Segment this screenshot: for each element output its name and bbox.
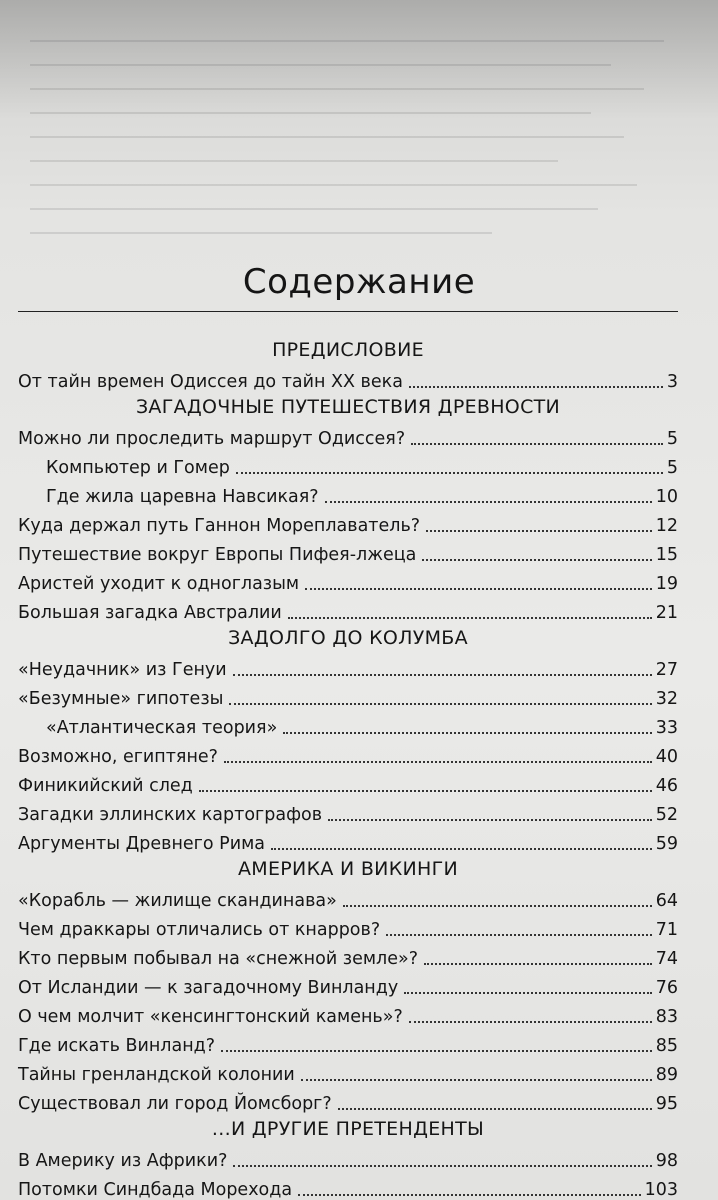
- toc-entry-title: «Корабль — жилище скандинава»: [18, 891, 337, 911]
- toc-entry-page-number: 74: [655, 949, 678, 969]
- title-rule: [18, 311, 678, 312]
- toc-entry-title: Потомки Синдбада Морехода: [18, 1180, 293, 1200]
- toc-entry-title: Тайны гренландской колонии: [18, 1065, 295, 1085]
- toc-entry[interactable]: [18, 797, 678, 826]
- dot-leader: [229, 703, 651, 705]
- toc-entry-page-number: 3: [666, 372, 678, 392]
- dot-leader: [325, 501, 652, 503]
- toc-entry[interactable]: [18, 681, 678, 710]
- toc-entry[interactable]: [18, 652, 678, 681]
- toc-entry[interactable]: [18, 537, 678, 566]
- toc-entry[interactable]: [18, 595, 678, 624]
- toc-entry[interactable]: [18, 1086, 678, 1115]
- dot-leader: [283, 732, 651, 734]
- dot-leader: [224, 761, 652, 763]
- toc-entry-page-number: 5: [666, 458, 678, 478]
- dot-leader: [271, 848, 652, 850]
- toc-entry-title: От тайн времен Одиссея до тайн XX века: [18, 372, 403, 392]
- dot-leader: [409, 386, 663, 388]
- toc-entry-title: Аргументы Древнего Рима: [18, 834, 265, 854]
- toc-entry-title: Возможно, египтяне?: [18, 747, 218, 767]
- toc-entry-page-number: 12: [655, 516, 678, 536]
- toc-entry[interactable]: [18, 364, 678, 393]
- toc-entry-title: Кто первым побывал на «снежной земле»?: [18, 949, 418, 969]
- toc-title: Содержание: [242, 262, 476, 302]
- dot-leader: [422, 559, 651, 561]
- section-heading: ПРЕДИСЛОВИЕ: [272, 339, 424, 361]
- section-heading: ...И ДРУГИЕ ПРЕТЕНДЕНТЫ: [211, 1118, 485, 1140]
- toc-entry-page-number: 98: [655, 1151, 678, 1171]
- toc-entry-title: Финикийский след: [18, 776, 193, 796]
- dot-leader: [411, 443, 663, 445]
- toc-entry-title: Где искать Винланд?: [18, 1036, 216, 1056]
- toc-entry-title: «Атлантическая теория»: [46, 718, 278, 738]
- toc-entry-page-number: 10: [655, 487, 678, 507]
- toc-entry-page-number: 27: [655, 660, 678, 680]
- toc-entry[interactable]: [18, 826, 678, 855]
- page-shadow: [0, 0, 718, 120]
- toc-entry[interactable]: [18, 970, 678, 999]
- dot-leader: [305, 588, 652, 590]
- toc-entry[interactable]: [18, 768, 678, 797]
- toc-entry[interactable]: [18, 1143, 678, 1172]
- dot-leader: [338, 1108, 652, 1110]
- dot-leader: [301, 1079, 652, 1081]
- section-heading: ЗАДОЛГО ДО КОЛУМБА: [228, 627, 468, 649]
- toc-entry-page-number: 5: [666, 429, 678, 449]
- dot-leader: [424, 963, 652, 965]
- toc-entry-title: «Безумные» гипотезы: [18, 689, 224, 709]
- toc-entry[interactable]: [18, 999, 678, 1028]
- toc-entry-title: Куда держал путь Ганнон Мореплаватель?: [18, 516, 421, 536]
- toc-entry-title: Загадки эллинских картографов: [18, 805, 323, 825]
- toc-entry-page-number: 52: [655, 805, 678, 825]
- dot-leader: [236, 472, 663, 474]
- dot-leader: [343, 905, 652, 907]
- toc-entry[interactable]: [18, 421, 678, 450]
- dot-leader: [386, 934, 652, 936]
- toc-entry[interactable]: [18, 450, 678, 479]
- dot-leader: [404, 992, 652, 994]
- toc-entry[interactable]: [18, 710, 678, 739]
- dot-leader: [233, 674, 652, 676]
- toc-entry-page-number: 85: [655, 1036, 678, 1056]
- toc-entry[interactable]: [18, 479, 678, 508]
- toc-entry-page-number: 71: [655, 920, 678, 940]
- toc-entry-title: Существовал ли город Йомсборг?: [18, 1094, 332, 1114]
- toc-entry-title: О чем молчит «кенсингтонский камень»?: [18, 1007, 403, 1027]
- toc-entry-title: Где жила царевна Навсикая?: [46, 487, 319, 507]
- toc-entry-title: Аристей уходит к одноглазым: [18, 574, 300, 594]
- dot-leader: [288, 617, 652, 619]
- toc-entry-page-number: 64: [655, 891, 678, 911]
- dot-leader: [328, 819, 652, 821]
- toc-entry-title: В Америку из Африки?: [18, 1151, 228, 1171]
- toc-entry-title: Компьютер и Гомер: [46, 458, 230, 478]
- toc-entry[interactable]: [18, 739, 678, 768]
- dot-leader: [233, 1165, 651, 1167]
- section-heading: АМЕРИКА И ВИКИНГИ: [238, 858, 458, 880]
- toc-entry-page-number: 89: [655, 1065, 678, 1085]
- toc-entry-page-number: 32: [655, 689, 678, 709]
- toc-entry[interactable]: [18, 912, 678, 941]
- toc-entry[interactable]: [18, 1057, 678, 1086]
- toc-entry-title: Путешествие вокруг Европы Пифея-лжеца: [18, 545, 417, 565]
- toc-entry-page-number: 95: [655, 1094, 678, 1114]
- toc-entry-title: Чем драккары отличались от кнарров?: [18, 920, 381, 940]
- toc-entry-title: От Исландии — к загадочному Винланду: [18, 978, 399, 998]
- toc-entry-page-number: 76: [655, 978, 678, 998]
- toc-entry-page-number: 83: [655, 1007, 678, 1027]
- toc-entry-page-number: 103: [644, 1180, 678, 1200]
- toc-entry[interactable]: [18, 1028, 678, 1057]
- toc-entry[interactable]: [18, 883, 678, 912]
- section-heading: ЗАГАДОЧНЫЕ ПУТЕШЕСТВИЯ ДРЕВНОСТИ: [135, 396, 561, 418]
- table-of-contents: [18, 336, 678, 1200]
- dot-leader: [221, 1050, 652, 1052]
- dot-leader: [199, 790, 652, 792]
- toc-entry[interactable]: [18, 508, 678, 537]
- dot-leader: [298, 1194, 641, 1196]
- toc-entry-title: Большая загадка Австралии: [18, 603, 282, 623]
- dot-leader: [426, 530, 652, 532]
- toc-entry[interactable]: [18, 1172, 678, 1200]
- toc-entry-title: «Неудачник» из Генуи: [18, 660, 227, 680]
- toc-entry[interactable]: [18, 941, 678, 970]
- toc-entry[interactable]: [18, 566, 678, 595]
- toc-entry-page-number: 40: [655, 747, 678, 767]
- toc-entry-page-number: 46: [655, 776, 678, 796]
- dot-leader: [409, 1021, 652, 1023]
- toc-entry-page-number: 21: [655, 603, 678, 623]
- toc-entry-page-number: 33: [655, 718, 678, 738]
- toc-entry-title: Можно ли проследить маршрут Одиссея?: [18, 429, 406, 449]
- toc-entry-page-number: 19: [655, 574, 678, 594]
- toc-entry-page-number: 59: [655, 834, 678, 854]
- toc-entry-page-number: 15: [655, 545, 678, 565]
